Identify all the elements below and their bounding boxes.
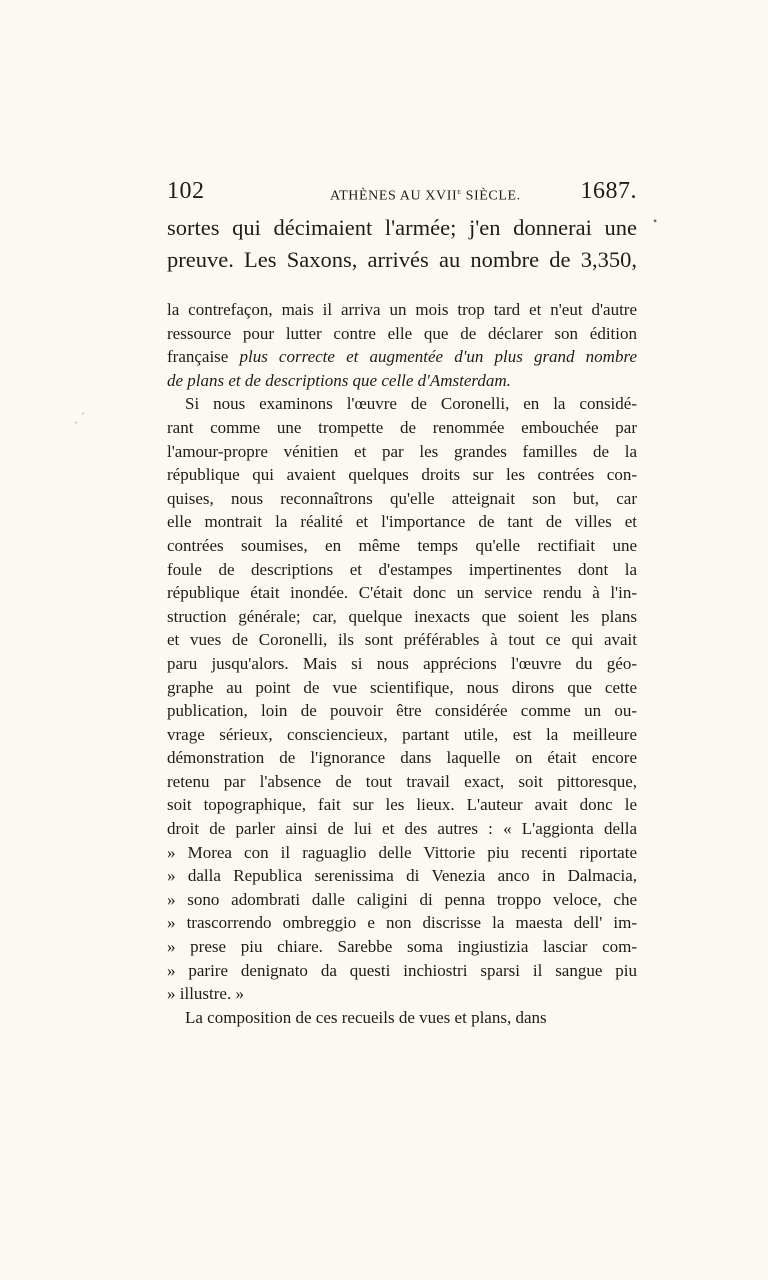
- running-title: ATHÈNES AU XVIIe SIÈCLE.: [330, 186, 521, 204]
- note-line: » Morea con il raguaglio delle Vittorie piu recenti riportate: [167, 842, 637, 862]
- note-line: La composition de ces recueils de vues et plans, dans: [185, 1007, 547, 1027]
- note-line: ressource pour lutter contre elle que de déclarer son édition: [167, 323, 637, 343]
- note-line: » illustre. »: [167, 984, 244, 1004]
- note-line: publication, loin de pouvoir être considérée comme un ou-: [167, 701, 637, 721]
- note-line: république était inondée. C'était donc un service rendu à l'in-: [167, 583, 637, 603]
- note-line: elle montrait la réalité et l'importance de tant de villes et: [167, 512, 637, 532]
- main-text: [167, 212, 637, 276]
- note-line: la contrefaçon, mais il arriva un mois trop tard et n'eut d'autre: [167, 300, 637, 319]
- note-line: » sono adombrati dalle caligini di penna troppo veloce, che: [167, 889, 637, 909]
- note-line: » trascorrendo ombreggio e non discrisse la maesta dell' im-: [167, 913, 637, 933]
- note-line: vrage sérieux, consciencieux, partant utile, est la meilleure: [167, 724, 637, 744]
- note-line: droit de parler ainsi de lui et des autres : « L'aggionta della: [167, 819, 637, 839]
- note-line: république qui avaient quelques droits sur les contrées con-: [167, 465, 637, 485]
- note-line: paru jusqu'alors. Mais si nous apprécions l'œuvre du géo-: [167, 653, 637, 673]
- note-line: foule de descriptions et d'estampes impertinentes dont la: [167, 559, 637, 579]
- note-line: rant comme une trompette de renommée embouchée par: [167, 417, 637, 437]
- note-line: » prese piu chiare. Sarebbe soma ingiustizia lasciar com-: [167, 937, 637, 957]
- header-year: 1687.: [580, 178, 637, 204]
- note-line: l'amour-propre vénitien et par les grandes familles de la: [167, 441, 637, 461]
- note-line: contrées soumises, en même temps qu'elle rectifiait une: [167, 535, 637, 555]
- main-text-line: preuve. Les Saxons, arrivés au nombre de 3,350,: [167, 247, 637, 272]
- margin-mark: ˌ ˈ: [74, 410, 85, 424]
- note-line: Si nous examinons l'œuvre de Coronelli, en la considé-: [185, 394, 637, 414]
- note-text: [167, 298, 637, 1029]
- note-body: [167, 392, 637, 1029]
- note-line: quises, nous reconnaîtrons qu'elle atteignait son but, car: [167, 488, 637, 508]
- running-header: [167, 178, 637, 208]
- note-line: française plus correcte et augmentée d'un plus grand nombre: [167, 347, 637, 367]
- note-line: démonstration de l'ignorance dans laquelle on était encore: [167, 748, 637, 768]
- note-line: » parire denignato da questi inchiostri sparsi il sangue piu: [167, 960, 637, 980]
- note-line: de plans et de descriptions que celle d'Amsterdam.: [167, 370, 511, 390]
- note-line: » dalla Republica serenissima di Venezia anco in Dalmacia,: [167, 866, 637, 886]
- page-number: 102: [167, 178, 205, 204]
- margin-dot: •: [653, 214, 658, 228]
- note-line: struction générale; car, quelque inexacts que soient les plans: [167, 606, 637, 626]
- note-line: soit topographique, fait sur les lieux. L'auteur avait donc le: [167, 795, 637, 815]
- note-line: retenu par l'absence de tout travail exact, soit pittoresque,: [167, 771, 637, 791]
- note-line: graphe au point de vue scientifique, nous dirons que cette: [167, 677, 637, 697]
- main-text-line: sortes qui décimaient l'armée; j'en donnerai une: [167, 215, 637, 240]
- note-line: et vues de Coronelli, ils sont préférables à tout ce qui avait: [167, 630, 637, 650]
